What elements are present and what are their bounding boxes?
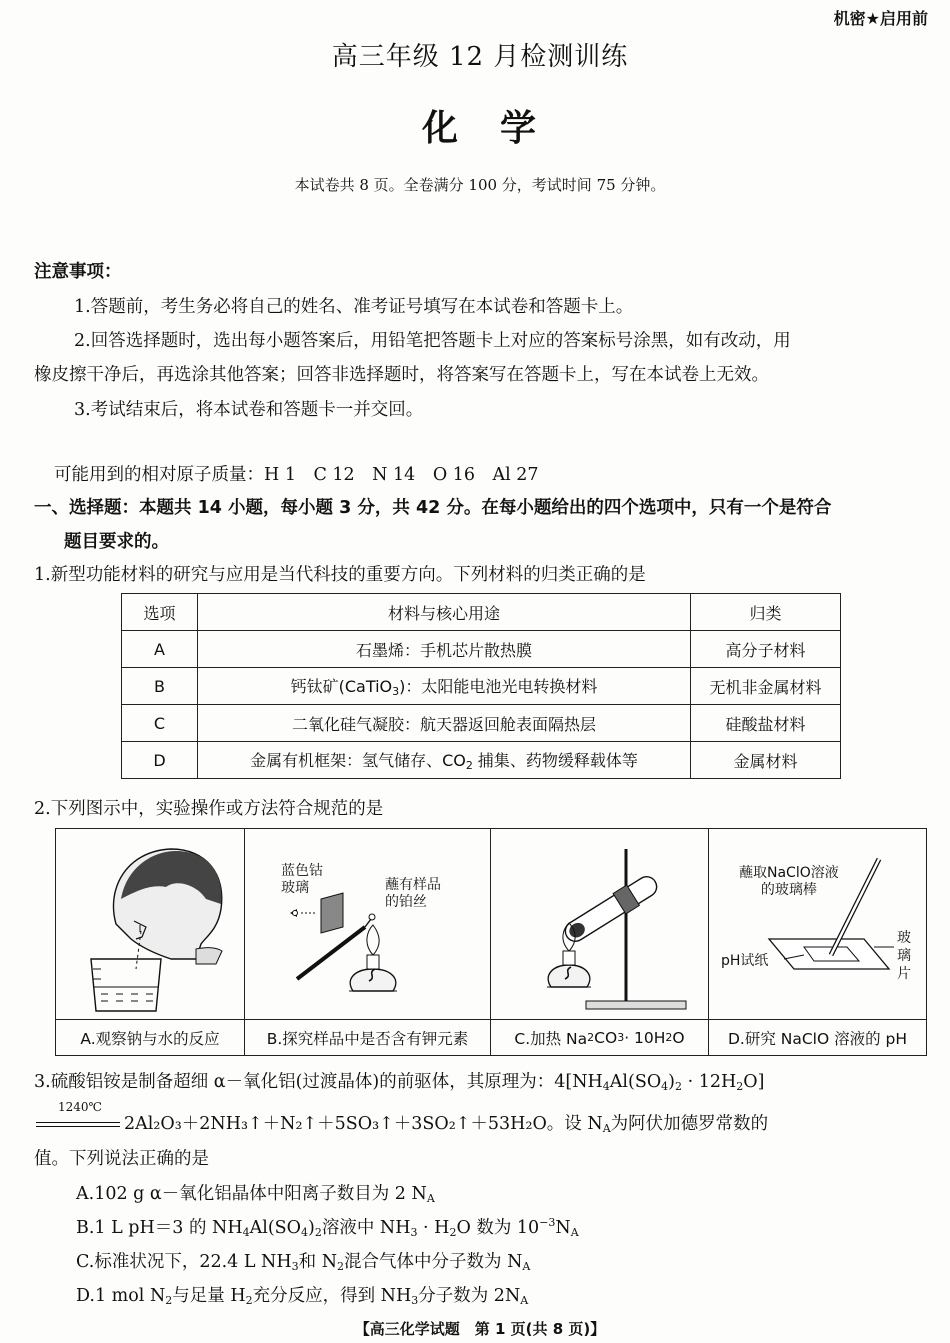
caption-b: B.探究样品中是否含有钾元素 xyxy=(245,1019,491,1055)
note-2-cont: 橡皮擦干净后，再选涂其他答案；回答非选择题时，将答案写在答题卡上，写在本试卷上无效。 xyxy=(34,365,769,385)
caption-a: A.观察钠与水的反应 xyxy=(56,1019,245,1055)
cobalt-glass-label: 蓝色钴 玻璃 xyxy=(281,863,323,896)
q2-figure-grid xyxy=(55,828,927,1056)
table-row xyxy=(122,742,841,779)
note-2: 2.回答选择题时，选出每小题答案后，用铅笔把答题卡上对应的答案标号涂黑，如有改动，用 xyxy=(74,331,791,351)
section1-line2: 题目要求的。 xyxy=(64,532,169,552)
caption-d: D.研究 NaClO 溶液的 pH xyxy=(709,1019,926,1055)
note-1: 1.答题前，考生务必将自己的姓名、准考证号填写在本试卷和答题卡上。 xyxy=(74,297,634,317)
table-row xyxy=(122,668,841,705)
notes-title: 注意事项： xyxy=(34,262,122,282)
caption-c: C.加热 Na 2 CO 3 · 10H 2 O xyxy=(491,1019,709,1055)
section1-line1: 一、选择题：本题共 14 小题，每小题 3 分，共 42 分。在每小题给出的四个选项中，只有一个是符合 xyxy=(34,498,832,518)
note-3: 3.考试结束后，将本试卷和答题卡一并交回。 xyxy=(74,400,424,420)
ph-paper-label: pH试纸 xyxy=(721,953,769,969)
q3-option-c: C.标准状况下，22.4 L $NH_3$和 $N_2$混合气体中分子数为 $N_A$ xyxy=(76,1252,531,1273)
option-cell: A xyxy=(122,631,198,668)
figure-a-cell xyxy=(56,829,245,1019)
reaction-arrow xyxy=(36,1122,120,1127)
subject-title: 化学 xyxy=(421,108,578,149)
atomic-masses: 可能用到的相对原子质量：H 1 C 12 N 14 O 16 Al 27 xyxy=(54,465,539,485)
col-option: 选项 xyxy=(122,594,198,631)
q1-stem: 1.新型功能材料的研究与应用是当代科技的重要方向。下列材料的归类正确的是 xyxy=(34,565,646,585)
category-cell: 金属材料 xyxy=(691,742,841,779)
q1-table xyxy=(121,593,841,779)
glass-rod-label: 蘸取NaClO溶液 的玻璃棒 xyxy=(739,865,839,898)
option-cell: D xyxy=(122,742,198,779)
table-header-row xyxy=(122,594,841,631)
col-material: 材料与核心用途 xyxy=(198,594,691,631)
paper-info: 本试卷共 8 页。全卷满分 100 分，考试时间 75 分钟。 xyxy=(294,176,666,194)
figure-d-cell xyxy=(709,829,926,1019)
material-cell: 金属有机框架：氢气储存、$CO_2$ 捕集、药物缓释载体等 xyxy=(198,742,691,779)
glass-slide-label: 玻 璃 片 xyxy=(897,930,911,982)
option-cell: C xyxy=(122,705,198,742)
table-row xyxy=(122,631,841,668)
category-cell: 无机非金属材料 xyxy=(691,668,841,705)
material-cell: 石墨烯：手机芯片散热膜 xyxy=(198,631,691,668)
reaction-temperature: 1240℃ xyxy=(58,1100,102,1114)
q3-stem-line3: 值。下列说法正确的是 xyxy=(34,1149,209,1169)
figure-b-cell xyxy=(245,829,491,1019)
observe-reaction-illustration xyxy=(56,829,245,1019)
page-footer: 【高三化学试题 第 1 页(共 8 页)】 xyxy=(354,1320,606,1338)
q3-stem-line1: 3.硫酸铝铵是制备超细 α－氧化铝(过渡晶体)的前驱体，其原理为：$4[NH_4Al(SO_4)_2 \cdot 12H_2O]$ xyxy=(34,1072,765,1093)
q3-equation: 2Al₂O₃＋2NH₃↑＋N₂↑＋5SO₃↑＋3SO₂↑＋53H₂O。设 $N_A$为阿伏加德罗常数的 xyxy=(124,1114,769,1135)
q3-option-a: A.102 g α－氧化铝晶体中阳离子数目为 2 $N_A$ xyxy=(76,1184,435,1205)
heating-tube-illustration xyxy=(491,829,709,1019)
category-cell: 硅酸盐材料 xyxy=(691,705,841,742)
table-row xyxy=(122,705,841,742)
q2-stem: 2.下列图示中，实验操作或方法符合规范的是 xyxy=(34,799,384,819)
figure-c-cell xyxy=(491,829,709,1019)
category-cell: 高分子材料 xyxy=(691,631,841,668)
q3-option-b: B.1 L pH＝3 的 $NH_4Al(SO_4)_2$溶液中 $NH_3 \cdot H_2O$ 数为 $10^{-3}N_A$ xyxy=(76,1216,579,1239)
q3-option-d: D.1 mol $N_2$与足量 $H_2$充分反应，得到 $NH_3$分子数为 $2N_A$ xyxy=(76,1286,529,1307)
material-cell: 二氧化硅气凝胶：航天器返回舱表面隔热层 xyxy=(198,705,691,742)
material-cell: 钙钛矿(CaTiO$_3$)：太阳能电池光电转换材料 xyxy=(198,668,691,705)
confidential-mark: 机密★启用前 xyxy=(833,9,928,28)
exam-title: 高三年级 12 月检测训练 xyxy=(331,42,629,72)
flame-test-illustration xyxy=(245,829,491,1019)
col-category: 归类 xyxy=(691,594,841,631)
ph-test-illustration xyxy=(709,829,926,1019)
platinum-wire-label: 蘸有样品 的铂丝 xyxy=(385,877,441,910)
option-cell: B xyxy=(122,668,198,705)
